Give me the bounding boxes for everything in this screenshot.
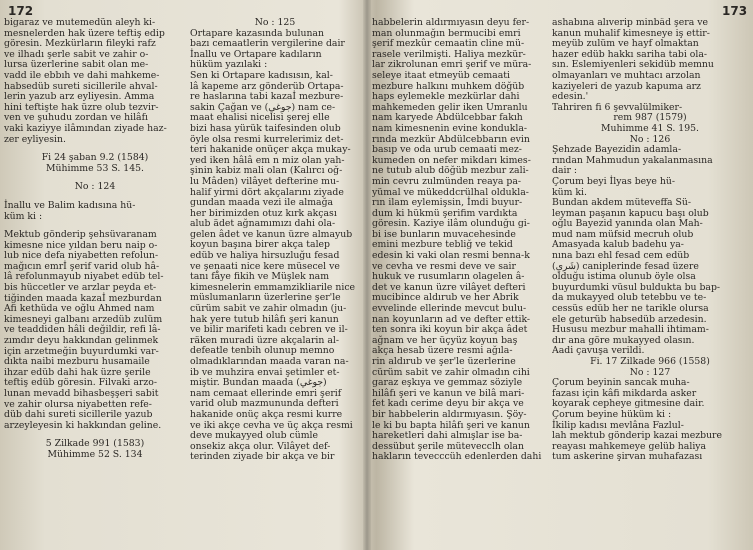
text-line: ib ve muhzira envai şetimler et-	[190, 366, 340, 378]
text-line: gelen âdet ve kanun üzre almayub	[190, 228, 353, 240]
right-page-column-2	[552, 18, 748, 548]
text-line: küm ki.	[552, 186, 587, 198]
text-line: nam cemaat ellerinde emri şerif	[190, 387, 342, 399]
text-line: teftiş edüb göresin. Filvaki arzo-	[4, 377, 157, 389]
text-line: ve iki akçe cevha ve üç akça resmi	[190, 419, 353, 431]
text-line: Çorum beyi İlyas beye hü-	[552, 175, 675, 187]
text-line: rından Mahmudun yakalanmasına	[552, 154, 713, 166]
text-line: kimesneyi galbanı arzedüb zulüm	[4, 313, 163, 325]
text-line: Ortapare kazasında bulunan	[190, 27, 324, 39]
text-line: ihzar edüb dahi hak üzre şerile	[4, 366, 151, 378]
text-line: Amasyada kalub badehu ya-	[552, 239, 684, 251]
text-line: buyurdumki vüsul bulduktа bu bap-	[552, 281, 721, 293]
text-line: bigaraz ve mutemedün aleyh ki-	[4, 18, 156, 28]
text-line: fet kadı cerime deyu bir akça ve	[372, 398, 524, 410]
text-line: cürüm sabit ve zahir olmadın (ju-	[190, 303, 347, 315]
text-line: yümal ve mükeddcrülhal oldukla-	[372, 186, 529, 198]
text-line: ve cevha ve resmi deve ve sair	[372, 260, 516, 272]
text-line: halif yirmi dört akçalarını ziyade	[190, 186, 344, 198]
text-line: ağnam ve her üçyüz koyun baş	[372, 334, 518, 346]
text-line: edesin ki vaki olan resmi benna-k	[372, 250, 530, 262]
text-line: räken muradi üzre akçalarin al-	[190, 334, 339, 346]
text-line: re haslarına tabi kazaİ mezbure-	[190, 91, 344, 103]
text-line: zer eyliyesin.	[4, 133, 66, 145]
text-line: dessübut şerile mütevecclh olan	[372, 440, 524, 452]
text-line: rasele verilmişti. Haliya mezkür-	[372, 48, 526, 60]
text-line: habsedüb sureti sicillerile ahval-	[4, 80, 158, 92]
text-line: evvelinde ellerinde mevcut bulu-	[372, 303, 527, 315]
text-line: rin aldırub ve şer'le üzerlerine	[372, 356, 516, 367]
text-line: için arzetmeğin buyurdumki var-	[4, 345, 159, 357]
text-line: cürüm sabit ve zahir olmadın cihi	[372, 366, 530, 378]
text-line: göresin. Mezkürların fileyki rafz	[4, 38, 156, 50]
text-line: nına bazı ehl fesad cem edüb	[552, 250, 690, 262]
text-line: miştir. Bundan maada (جوغي)	[190, 377, 327, 389]
text-line: vaki kaziyye ilâmından ziyade haz-	[4, 122, 167, 134]
text-line: bis hüccetler ve arzlar peyda et-	[4, 282, 157, 294]
text-line: ten sonra iki koyun bir akça âdet	[372, 324, 528, 336]
text-line: hakanide onüç akça resmi kurre	[190, 408, 343, 420]
text-line: nam karyede Abdülcebbar fakıh	[372, 112, 523, 124]
text-line: hini teftişte hak üzre olub tezvir-	[4, 101, 159, 113]
text-line: şerif mezkûr cemaatin cline mü-	[372, 38, 525, 50]
text-line: Fi. 17 Zilkade 966 (1558)	[590, 356, 710, 367]
text-line: No : 127	[629, 366, 671, 378]
text-line: lâ kapeme arz gönderüb Ortapa-	[190, 80, 344, 92]
text-line: tanı fåye fikih ve Müşlek nam	[190, 271, 330, 283]
text-line: Mühimme 53 S. 145.	[46, 162, 144, 174]
text-line: ven ve şuhudu zordan ve hilâfı	[4, 112, 149, 124]
text-line: le ki bu bapta hilâfı şeri ve kanun	[372, 419, 530, 431]
text-line: lerin yazub arz eyliyesin. Amma	[4, 91, 155, 103]
text-line: seleye itaat etmeyüb cemaati	[372, 69, 510, 81]
text-line: olmadıklarından maada varan na-	[190, 356, 349, 367]
text-line: meyüb zulüm ve hayf olmaktan	[552, 38, 699, 50]
text-line: ashabına alıverip minbâd şera ve	[552, 18, 708, 28]
text-line: akça hesab üzere resmi ağıla-	[372, 345, 513, 357]
text-line: Mektub gönderip şehsüvaranam	[4, 229, 157, 241]
text-line: mağıcın emrİ şerif varid olub hâ-	[4, 260, 160, 272]
text-line: bazı cemaatlerin vergilerine dair	[190, 38, 345, 50]
text-line: 5 Zilkade 991 (1583)	[45, 438, 145, 450]
text-line: mahkemeden gelir iken Umranlu	[372, 101, 528, 113]
text-line: vadd ile ebbıh ve dahi mahkeme-	[4, 69, 160, 81]
text-line: oğlu Bayezid yanında olan Mah-	[552, 218, 703, 230]
text-line: dıkta naibi mezburu husamaile	[4, 356, 150, 368]
text-line: tum askerine şirvan muhafazası	[552, 451, 703, 463]
text-line: ne tutub alub döğüb mezbur zali-	[372, 165, 529, 177]
text-line: lu Mâden) vilâyet defterine mu-	[190, 175, 340, 187]
text-line: olmayanları ve muhtacı arzolan	[552, 69, 701, 81]
text-line: alub ädet ağnamımızı dahi ola-	[190, 218, 336, 230]
text-line: fazası için kâfi mikdarda asker	[552, 387, 697, 399]
text-line: kaziyeleri de yazub kapuma arz	[552, 80, 701, 92]
left-page-column-1	[4, 18, 186, 548]
left-page-column-2	[190, 18, 360, 548]
text-line: lar zikrolunan emri şerif ve müra-	[372, 59, 532, 71]
text-line: hakların tevecccüh edenlerden dahi	[372, 451, 542, 463]
text-line: ve teaddiden hâli değildir, refi lâ-	[4, 324, 161, 336]
text-line: lunan mevadd bihasbeşşeri sabit	[4, 388, 159, 399]
text-line: hareketleri dahi almışlar ise ba-	[372, 430, 523, 442]
text-line: kimesnelerin emmamzikliarile nice	[190, 281, 356, 293]
text-line: cessüs edüb her ne tarikle olursa	[552, 303, 709, 315]
text-line: edüb ve haliya hirsuzluğu fesad	[190, 250, 340, 262]
text-line: mezbure halkını muhkem döğüb	[372, 80, 525, 92]
text-line: kimesne nice yıldan beru naip o-	[4, 239, 158, 251]
book-gutter	[363, 0, 371, 550]
text-line: Sen ki Ortapare kadısısın, kal-	[190, 69, 333, 81]
text-line: nan koyunların ad ve defter ettik-	[372, 313, 531, 325]
text-line: Mühimme 52 S. 134	[47, 448, 143, 460]
text-line: kanun muhalif kimesneye iş ettir-	[552, 27, 710, 39]
text-line: Çorum beyinin sancak muha-	[552, 377, 690, 389]
text-line: mud nam müfsid mecruh olub	[552, 228, 694, 240]
text-line: Şehzade Bayezidin adamla-	[552, 144, 682, 156]
text-line: habbelerin aldırmıyasın deyu fer-	[372, 18, 530, 28]
text-line: da mukayyed olub tetebbu ve te-	[552, 292, 707, 304]
text-line: tiğinden maada kazaİ mezburdan	[4, 292, 162, 304]
text-line: hüküm yazılaki :	[190, 59, 268, 71]
text-line: haps eylemekle mezkürlar dahi	[372, 91, 520, 103]
text-line: No : 126	[629, 133, 671, 145]
text-line: İkilip kadısı mevlâna Fazlul-	[552, 419, 684, 431]
text-line: Bundan akdem müteveffa Sü-	[552, 197, 692, 209]
text-line: ve zahir olursa niyabetten refe-	[4, 398, 152, 410]
text-line: her birimizden otuz kırk akçası	[190, 207, 337, 219]
text-line: düb dahi sureti sicillerile yazub	[4, 409, 153, 421]
text-line: ve ilhadı şerle sabit ve zahir o-	[4, 48, 149, 60]
text-line: ele geturüb habsedüb arzedesin.	[552, 313, 707, 325]
text-line: Muhimme 41 S. 195.	[601, 122, 699, 134]
text-line: dır ana göre mukayyed olasın.	[552, 334, 695, 346]
text-line: bir habbelerin aldırmıyasın. Şöy-	[372, 408, 527, 420]
text-line: Hususu mezbur mahalli ihtimam-	[552, 324, 709, 336]
text-line: zımdır deyu hakkından gelinmek	[4, 335, 159, 347]
text-line: İnallu ve Balim kadısına hü-	[4, 199, 136, 211]
text-line: lub nice defa niyabetten refolun-	[4, 250, 159, 262]
text-line: mesnelerden hak üzere teftiş edip	[4, 27, 165, 39]
text-line: varid olub mazmununda defteri	[190, 398, 339, 410]
text-line: garaz eşkıya ve gemmaz söziyle	[372, 377, 523, 389]
text-line: göresin. Kaziye ilâm olunduğu gi-	[372, 218, 530, 230]
text-line: koyun başına birer akça talep	[190, 239, 330, 251]
text-line: leyman paşanın kapucu başı olub	[552, 207, 709, 219]
text-line: mucibince aldırub ve her Abrik	[372, 292, 519, 304]
text-line: No : 124	[74, 181, 116, 193]
text-line: hukuk ve rusumların olagelen â-	[372, 271, 525, 283]
text-line: kumeden on nefer mikdarı kimes-	[372, 154, 531, 166]
text-line: lah mektub gönderip kazai mezbure	[552, 430, 722, 442]
text-line: teri hakanide onüçer akça mukay-	[190, 144, 351, 156]
text-line: deve mukayyed olub cümle	[190, 430, 319, 442]
text-line: hazer edüb hakkı sariha tabi ola-	[552, 48, 708, 60]
text-line: ve şenaati nice kere müsecel ve	[190, 260, 340, 272]
text-line: hak yere tutub hilâfı şeri kanun	[190, 313, 339, 325]
text-line: yed iken hâlâ em n miz olan yah-	[190, 154, 345, 166]
text-line: küm ki :	[4, 210, 43, 222]
text-line: ve bilir marifeti kadı cebren ve il-	[190, 324, 348, 336]
text-line: rın ilam eylemişsin, İmdi buyur-	[372, 197, 523, 209]
text-line: lâ refolunmayub niyabet edüb tel-	[4, 271, 164, 283]
left-page-number: 172	[8, 4, 34, 18]
text-line: dair :	[552, 165, 577, 177]
text-line: maat ehalisi nicelisi şerej elle	[190, 112, 330, 124]
text-line: defeatle tenbih olunup memno	[190, 345, 335, 357]
text-line: öyle olsa resmi kurrelerimiz det-	[190, 133, 344, 145]
text-line: rem 987 (1579)	[613, 112, 687, 124]
text-line: Aadi çavuşa verildi.	[552, 345, 645, 357]
text-line: dum ki hükmü şerifim vardıkta	[372, 207, 518, 219]
text-line: reayası mahkemeye gelüb haliya	[552, 440, 707, 452]
text-line: terinden ziyade bir akça ve bir	[190, 451, 335, 463]
text-line: Çorum beyine hüküm ki :	[552, 408, 672, 420]
text-line: arzeyleyesin ki hakkından geline.	[4, 419, 162, 431]
text-line: No : 125	[254, 18, 296, 28]
text-line: bi ise bunların muvacehesinde	[372, 228, 516, 240]
text-line: hilâfı şeri ve kanun ve bilâ mari-	[372, 387, 525, 399]
text-line: onsekiz akça olur. Vilâyet def-	[190, 440, 331, 452]
text-line: Afi kethüda ve oğlu Ahmed nam	[4, 303, 155, 315]
text-line: koyarak cepheye gitmesine dair.	[552, 398, 705, 410]
text-line: sakin Çağan ve (جوغي) nam ce-	[190, 101, 336, 113]
text-line: nam kimesnenin evine kondukla-	[372, 122, 528, 134]
text-line: Tahriren fi 6 şevvalülmiker-	[552, 101, 683, 113]
text-line: gundan maada vezi ile almağa	[190, 197, 334, 209]
text-line: man olunmağın bermucibi emri	[372, 27, 521, 39]
right-page-column-1	[372, 18, 548, 548]
text-line: min cevru zulmünden reaya pa-	[372, 175, 521, 187]
text-line: (شَرىِ) caniplerinde fesad üzere	[552, 260, 699, 272]
right-page-number: 173	[722, 4, 748, 18]
text-line: det ve kanun üzre vilâyet defteri	[372, 281, 526, 293]
text-line: olduğu istima olunub öyle olsa	[552, 271, 696, 283]
text-line: emini mezbure tebliğ ve tekid	[372, 239, 513, 251]
text-line: İnallu ve Ortapare kadıların	[190, 48, 322, 60]
text-line: edesin.'	[552, 91, 589, 103]
text-line: lursa üzerlerine sabit olan me-	[4, 59, 149, 71]
text-line: sın. Eslemiyenleri sekidüb memnu	[552, 59, 714, 71]
text-line: bizi hasa yürük taifesinden olub	[190, 122, 341, 134]
text-line: rında mezkür Abdülcebbarın evin	[372, 133, 530, 145]
text-line: şinin kabiz mali olan (Kalırcı oğ-	[190, 165, 343, 177]
text-line: müslumanların üzerlerine şer'le	[190, 292, 341, 304]
text-line: basıp ve oda urub cemaati mez-	[372, 144, 522, 156]
text-line: Fi 24 şaban 9.2 (1584)	[41, 152, 149, 164]
